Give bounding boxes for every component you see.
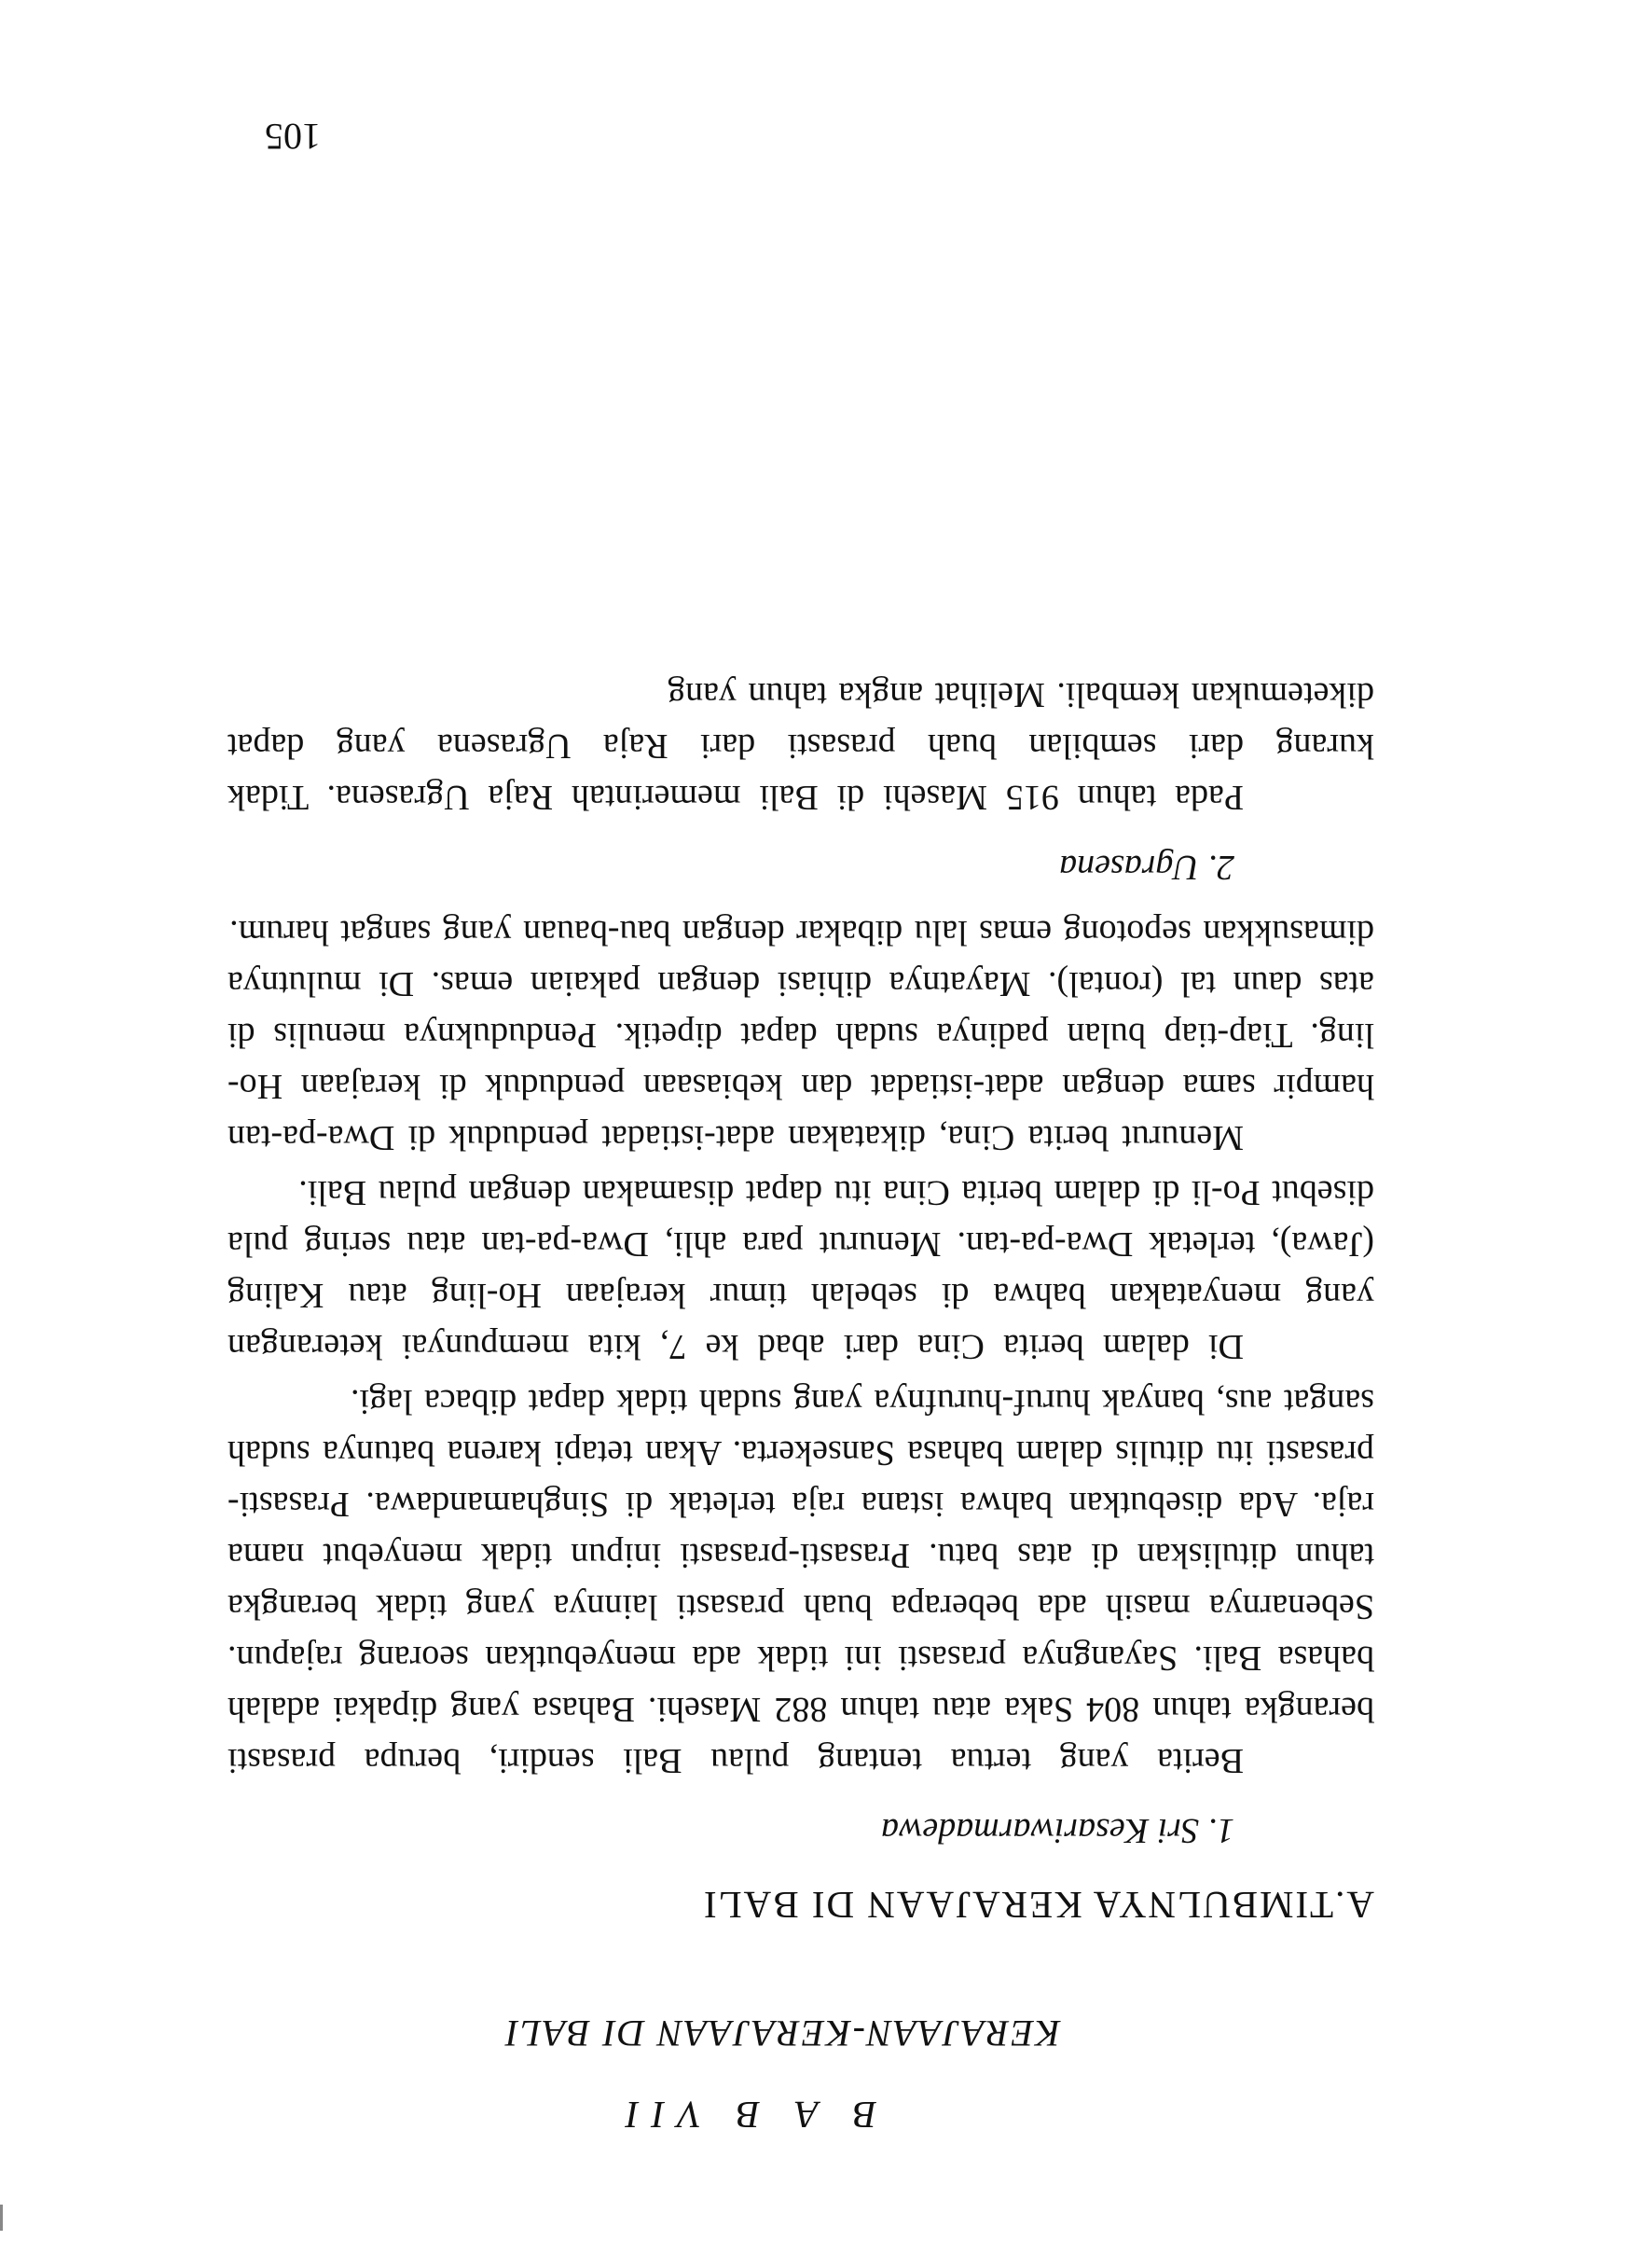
section-heading: A.TIMBULNYA KERAJAAN DI BALI [701,1884,1374,1927]
subsection-heading-1: 1. Sri Kesariwarmadewa [881,1811,1234,1850]
subsection-heading-2: 2. Ugrasena [1059,848,1234,887]
scan-edge-mark [0,2205,3,2231]
chapter-subtitle: KERAJAAN-KERAJAAN DI BALI [503,2012,1061,2054]
paragraph: Berita yang tertua tentang pulau Bali sendiri, berupa prasasti berangka tahun 804 Saka atau tahun 882 Masehi. Bahasa yang dipakai adalah bahasa Bali. Sayangnya prasasti ini tidak ada menyebutkan seorang rajapun. Sebenarnya masih ada beberapa buah prasasti lainnya yang tidak berangka tahun dituliskan di atas batu. Prasasti-prasasti inipun tidak menyebut nama raja. Ada disebutkan bahwa istana raja terletak di Singhamandawa. Prasasti-prasasti itu ditulis dalam bahasa Sansekerta. Akan tetapi karena batunya sudah sangat aus, banyak huruf-hurufnya yang sudah tidak dapat dibaca lagi. [227,1382,1374,1780]
chapter-title: B A B VII [613,2094,877,2137]
paragraph: Menurut berita Cina, dikatakan adat-istiadat penduduk di Dwa-pa-tan hampir sama dengan adat-istiadat dan kebiasaan penduduk di kerajaan Ho-ling. Tiap-tiap bulan padinya sudah dapat dipetik. Penduduknya menulis di atas daun tal (rontal). Mayatnya dihiasi dengan pakaian emas. Di mulutnya dimasukkan sepotong emas lalu dibakar dengan bau-bauan yang sangat harum. [227,913,1374,1157]
page-content [227,665,1374,2137]
paragraph: Di dalam berita Cina dari abad ke 7, kita mempunyai keterangan yang menyatakan bahwa di sebelah timur kerajaan Ho-ling atau Kaling (Jawa), terletak Dwa-pa-tan. Menurut para ahli, Dwa-pa-tan atau sering pula disebut Po-li di dalam berita Cina itu dapat disamakan dengan pulau Bali. [227,1173,1374,1366]
paragraph: Pada tahun 915 Masehi di Bali memerintah Raja Ugrasena. Tidak kurang dari sembilan buah prasasti dari Raja Ugrasena yang dapat diketemukan kembali. Melihat angka tahun yang [227,675,1374,817]
page-number: 105 [265,116,321,158]
